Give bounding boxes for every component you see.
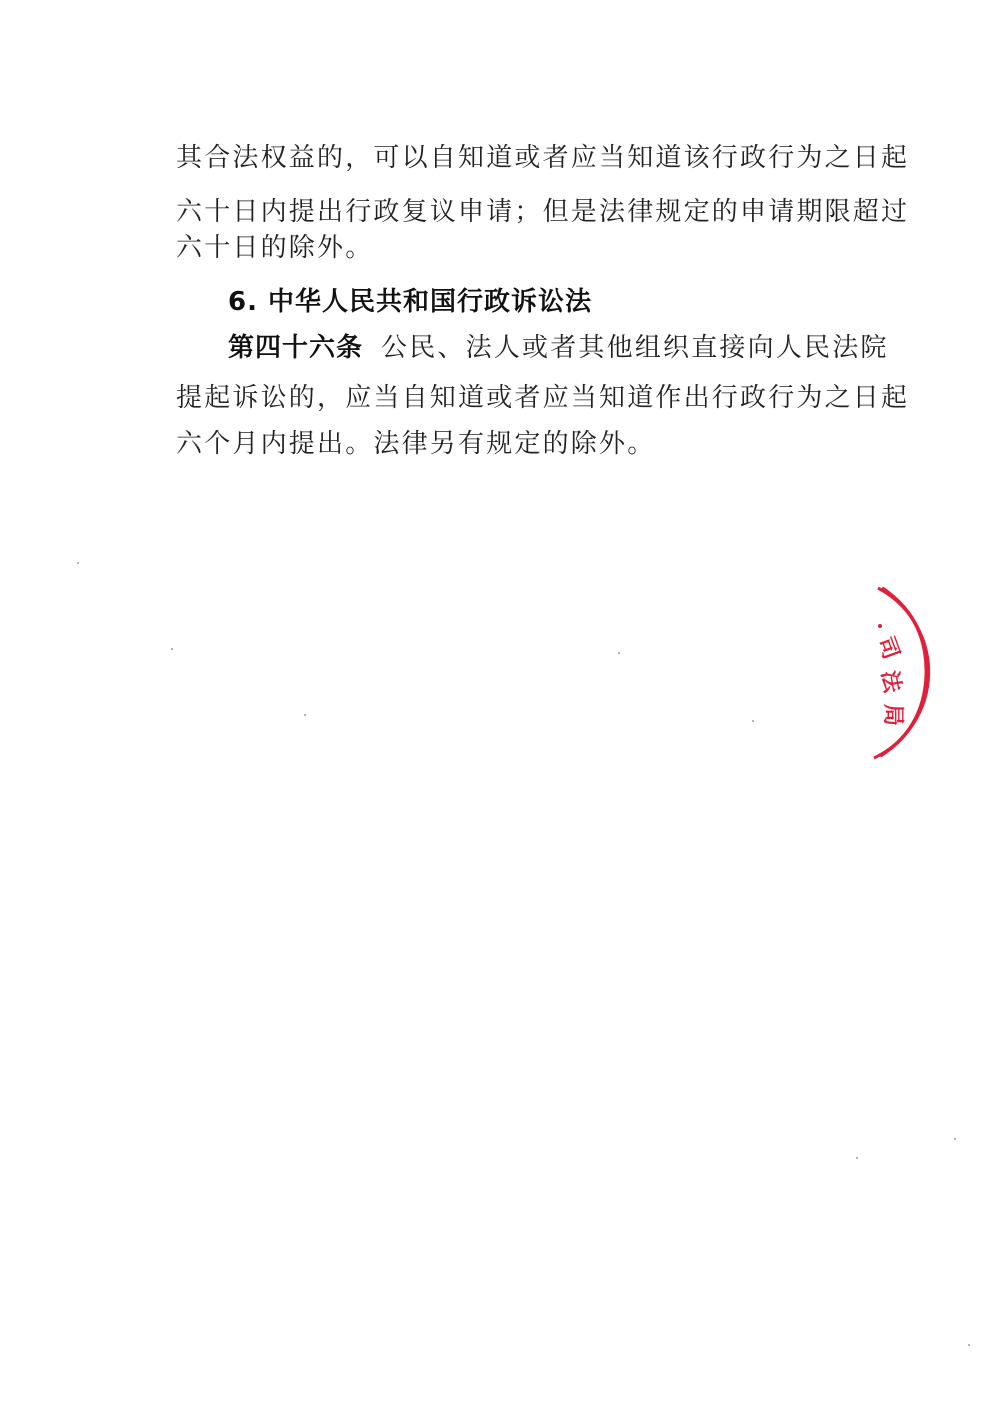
scan-speck xyxy=(77,562,79,564)
article-line-3: 六个月内提出。法律另有规定的除外。 xyxy=(176,429,656,459)
seal-graphic xyxy=(860,580,980,770)
svg-text:法: 法 xyxy=(876,668,905,695)
scan-speck xyxy=(171,648,173,650)
body-text-line-3: 六十日的除外。 xyxy=(176,233,374,263)
svg-text:局: 局 xyxy=(880,704,905,727)
body-text-line-2: 六十日内提出行政复议申请；但是法律规定的申请期限超过 xyxy=(176,197,910,227)
section-heading: 6. 中华人民共和国行政诉讼法 xyxy=(228,287,593,317)
article-number: 第四十六条 xyxy=(228,333,364,363)
scan-speck xyxy=(304,714,306,716)
body-text-line-1: 其合法权益的，可以自知道或者应当知道该行政行为之日起 xyxy=(176,143,910,173)
scan-speck xyxy=(752,720,754,722)
official-seal-stamp xyxy=(860,580,980,770)
article-line-2: 提起诉讼的，应当自知道或者应当知道作出行政行为之日起 xyxy=(176,383,910,413)
scan-speck xyxy=(856,1157,858,1159)
scan-speck xyxy=(968,1344,970,1346)
article-line-1 xyxy=(228,330,928,366)
svg-text:司: 司 xyxy=(872,633,904,663)
scan-speck xyxy=(618,652,620,654)
article-text-1: 公民、法人或者其他组织直接向人民法院 xyxy=(381,333,889,363)
scan-speck xyxy=(954,1138,956,1140)
